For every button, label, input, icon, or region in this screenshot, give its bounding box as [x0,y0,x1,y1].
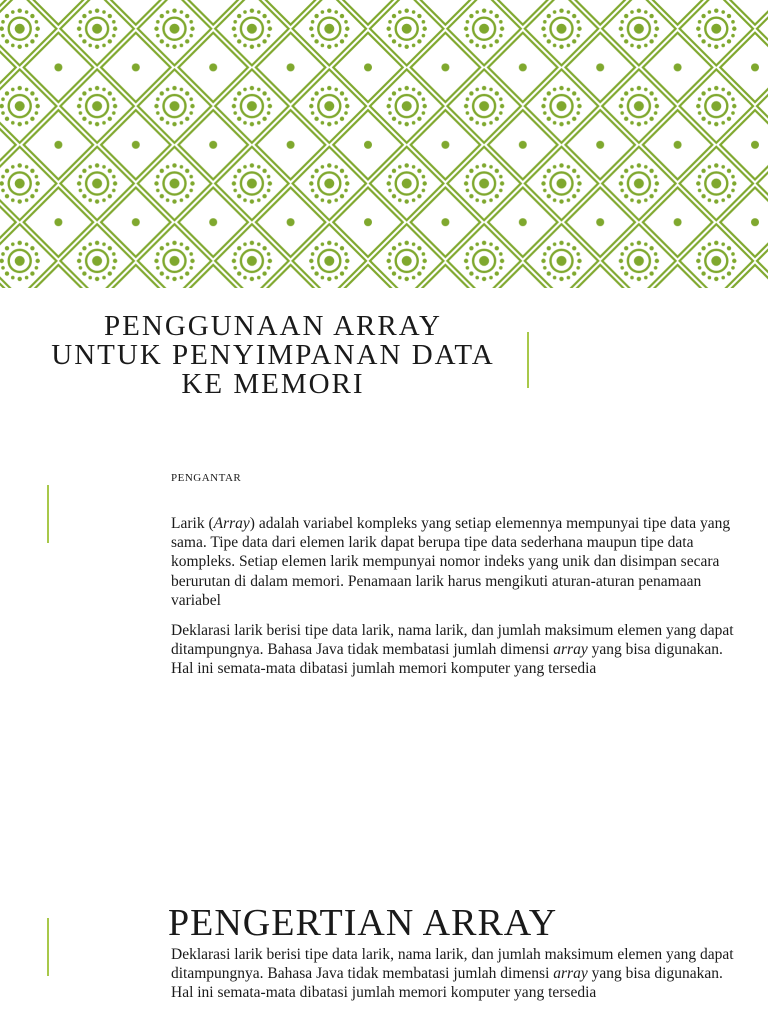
title-line-2: UNTUK PENYIMPANAN DATA [51,339,495,371]
definition-text-em: array [553,965,588,983]
slide-title [28,312,518,399]
declaration-text-em: array [553,641,588,659]
definition-text-pre: Deklarasi larik berisi tipe data larik, nama larik, dan jumlah maksimum elemen yang dapat ditampungnya. Bahasa Java tidak membatasi jumlah dimensi [171,946,734,983]
intro-paragraph [171,514,736,610]
section-accent-line [47,485,49,543]
intro-text-post: ) adalah variabel kompleks yang setiap elemennya mempunyai tipe data yang sama. Tipe data dari elemen larik dapat berupa tipe data sederhana maupun tipe data kompleks. Setiap elemen larik mempunyai nomor indeks yang unik dan disimpan secara berurutan di dalam memori. Penamaan larik harus mengikuti aturan-aturan penamaan variabel [171,515,731,609]
declaration-text-post: yang bisa digunakan. Hal ini semata-mata dibatasi jumlah memori komputer yang tersedia [171,641,723,678]
title-line-1: PENGGUNAAN ARRAY [104,310,442,342]
title-accent-line [527,332,529,388]
decorative-pattern-banner [0,0,768,288]
intro-text-em: Array [213,515,250,532]
title-line-3: KE MEMORI [181,368,365,400]
heading-accent-line [47,918,49,976]
declaration-text-pre: Deklarasi larik berisi tipe data larik, nama larik, dan jumlah maksimum elemen yang dapat ditampungnya. Bahasa Java tidak membatasi jumlah dimensi [171,622,734,659]
intro-text-pre: Larik ( [171,515,214,532]
declaration-paragraph [171,621,736,679]
section-label: PENGANTAR [171,472,242,484]
section-heading: PENGERTIAN ARRAY [168,902,558,944]
definition-text-post: yang bisa digunakan. Hal ini semata-mata dibatasi jumlah memori komputer yang tersedia [171,965,723,1002]
definition-paragraph [171,945,736,1003]
